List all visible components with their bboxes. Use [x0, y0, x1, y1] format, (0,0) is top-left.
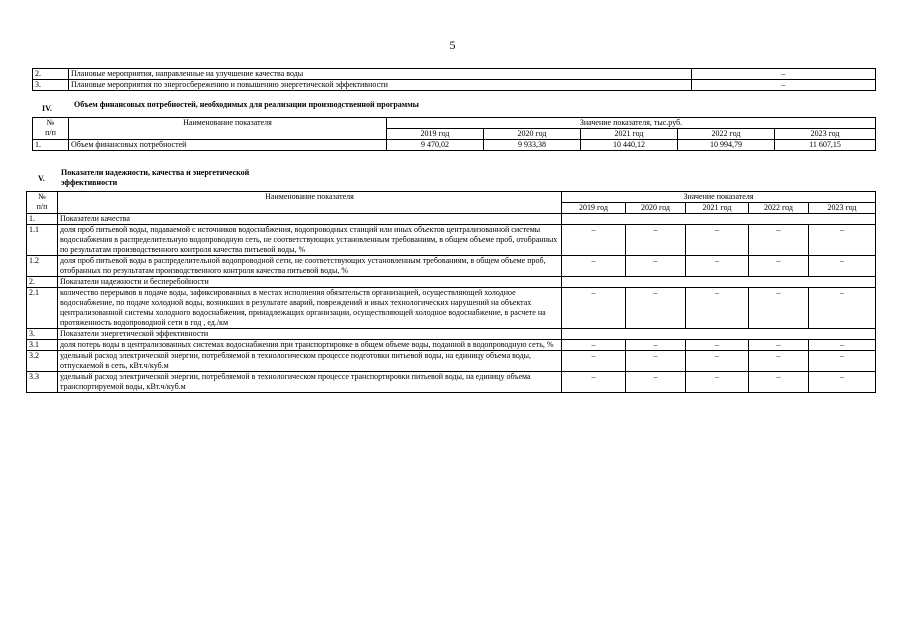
row-number: 3.1 — [27, 340, 58, 351]
col-name-header: Наименование показателя — [69, 118, 387, 140]
indicators-table — [26, 191, 876, 393]
row-value: – — [686, 372, 749, 393]
table-group-row — [27, 214, 876, 225]
section4-number: IV. — [42, 104, 52, 113]
col-name-header: Наименование показателя — [58, 192, 562, 214]
row-name: количество перерывов в подаче воды, зафиксированных в местах исполнения обязательств организацией, осуществляющей холодное водоснабжение, по подаче холодной воды, возникших в результате аварий, повреждений и иных технологических нарушений на объектах централизованной системы холодного водоснабжения, принадлежащих организации, осуществляющей холодное водоснабжение, в расчете на протяженность водопроводной сети в год , ед./км — [58, 288, 562, 329]
row-value: – — [626, 351, 686, 372]
row-value: – — [562, 340, 626, 351]
row-name: Плановые мероприятия, направленные на улучшение качества воды — [69, 69, 692, 80]
col-num-header — [33, 118, 69, 140]
row-name: Объем финансовых потребностей — [69, 140, 387, 151]
row-value: – — [809, 225, 876, 256]
year-header: 2019 год — [387, 129, 484, 140]
group-title: Показатели надежности и бесперебойности — [58, 277, 562, 288]
section5-number: V. — [38, 174, 45, 183]
row-name: удельный расход электрической энергии, потребляемой в технологическом процессе подготовки питьевой воды, на единицу объема воды, отпускаемой в сеть, кВт.ч/куб.м — [58, 351, 562, 372]
table-group-row — [27, 329, 876, 340]
row-value: – — [809, 288, 876, 329]
page-number: 5 — [449, 38, 456, 52]
table-row — [33, 80, 876, 91]
row-number: 2.1 — [27, 288, 58, 329]
year-header: 2019 год — [562, 203, 626, 214]
row-value: – — [626, 340, 686, 351]
row-value: – — [749, 288, 809, 329]
year-header: 2021 год — [581, 129, 678, 140]
section5-title — [61, 168, 249, 188]
year-header: 2020 год — [484, 129, 581, 140]
row-name: доля потерь воды в централизованных системах водоснабжения при транспортировке в общем объеме воды, поданной в водопроводную сеть, % — [58, 340, 562, 351]
row-value: – — [686, 256, 749, 277]
table-row — [33, 69, 876, 80]
table-row — [27, 372, 876, 393]
row-value: – — [749, 340, 809, 351]
section5-title-line: Показатели надежности, качества и энергетической — [61, 168, 250, 177]
col-value-header: Значение показателя, тыс.руб. — [387, 118, 876, 129]
row-value: 9 933,38 — [484, 140, 581, 151]
section4-title: Объем финансовых потребностей, необходимых для реализации производственной программы — [74, 100, 419, 109]
section5-title-line: эффективности — [61, 178, 118, 187]
col-num-label: № — [38, 192, 46, 201]
planned-measures-table — [32, 68, 876, 91]
row-name: удельный расход электрической энергии, потребляемой в технологическом процессе транспортировки питьевой воды, на единицу объема транспортируемой воды, кВт.ч/куб.м — [58, 372, 562, 393]
row-value: – — [692, 69, 876, 80]
col-num-label: № — [46, 118, 55, 127]
row-value: – — [809, 340, 876, 351]
row-value: 10 994,79 — [678, 140, 775, 151]
table-row — [27, 256, 876, 277]
row-name: доля проб питьевой воды в распределительной водопроводной сети, не соответствующих установленным требованиям, в общем объеме проб, отобранных по результатам производственного контроля качества питьевой воды, % — [58, 256, 562, 277]
table-group-row — [27, 277, 876, 288]
row-value: 10 440,12 — [581, 140, 678, 151]
group-title: Показатели качества — [58, 214, 562, 225]
row-value: – — [749, 256, 809, 277]
row-value: – — [626, 372, 686, 393]
row-value: 11 607,15 — [775, 140, 876, 151]
table-row — [27, 288, 876, 329]
col-num-sub-label: п/п — [45, 128, 56, 137]
row-value: – — [686, 288, 749, 329]
group-empty-cell — [562, 214, 876, 225]
row-value: – — [562, 256, 626, 277]
group-empty-cell — [562, 329, 876, 340]
group-empty-cell — [562, 277, 876, 288]
col-num-sub-label: п/п — [36, 202, 48, 211]
row-value: – — [749, 372, 809, 393]
col-value-header: Значение показателя — [562, 192, 876, 203]
table-row — [33, 140, 876, 151]
row-value: – — [809, 351, 876, 372]
row-value: – — [562, 372, 626, 393]
group-title: Показатели энергетической эффективности — [58, 329, 562, 340]
row-value: – — [686, 340, 749, 351]
table-row — [27, 225, 876, 256]
row-number: 3. — [33, 80, 69, 91]
row-value: – — [562, 288, 626, 329]
row-value: – — [692, 80, 876, 91]
row-number: 1. — [27, 214, 58, 225]
year-header: 2022 год — [678, 129, 775, 140]
row-value: – — [686, 351, 749, 372]
col-num-header — [27, 192, 58, 214]
row-value: – — [626, 225, 686, 256]
row-number: 3. — [27, 329, 58, 340]
row-number: 2. — [33, 69, 69, 80]
row-number: 3.2 — [27, 351, 58, 372]
indicators-body — [27, 214, 876, 393]
row-number: 3.3 — [27, 372, 58, 393]
row-number: 1.1 — [27, 225, 58, 256]
row-value: 9 470,02 — [387, 140, 484, 151]
row-value: – — [749, 351, 809, 372]
row-value: – — [626, 288, 686, 329]
year-header: 2020 год — [626, 203, 686, 214]
year-header: 2023 год — [809, 203, 876, 214]
row-number: 1.2 — [27, 256, 58, 277]
row-value: – — [809, 256, 876, 277]
table-row — [27, 351, 876, 372]
year-header: 2023 год — [775, 129, 876, 140]
row-number: 1. — [33, 140, 69, 151]
row-value: – — [562, 225, 626, 256]
row-name: Плановые мероприятия по энергосбережению и повышению энергетической эффективности — [69, 80, 692, 91]
row-value: – — [749, 225, 809, 256]
table-row — [27, 340, 876, 351]
row-value: – — [809, 372, 876, 393]
year-header: 2021 год — [686, 203, 749, 214]
year-header: 2022 год — [749, 203, 809, 214]
financial-needs-table — [32, 117, 876, 151]
row-name: доля проб питьевой воды, подаваемой с источников водоснабжения, водопроводных станций или иных объектов централизованной системы водоснабжения в распределительную водопроводную сеть, не соответствующих установленным требованиям, в общем объеме проб, отобранных по результатам производственного контроля качества питьевой воды, % — [58, 225, 562, 256]
row-value: – — [626, 256, 686, 277]
row-value: – — [686, 225, 749, 256]
row-number: 2. — [27, 277, 58, 288]
row-value: – — [562, 351, 626, 372]
